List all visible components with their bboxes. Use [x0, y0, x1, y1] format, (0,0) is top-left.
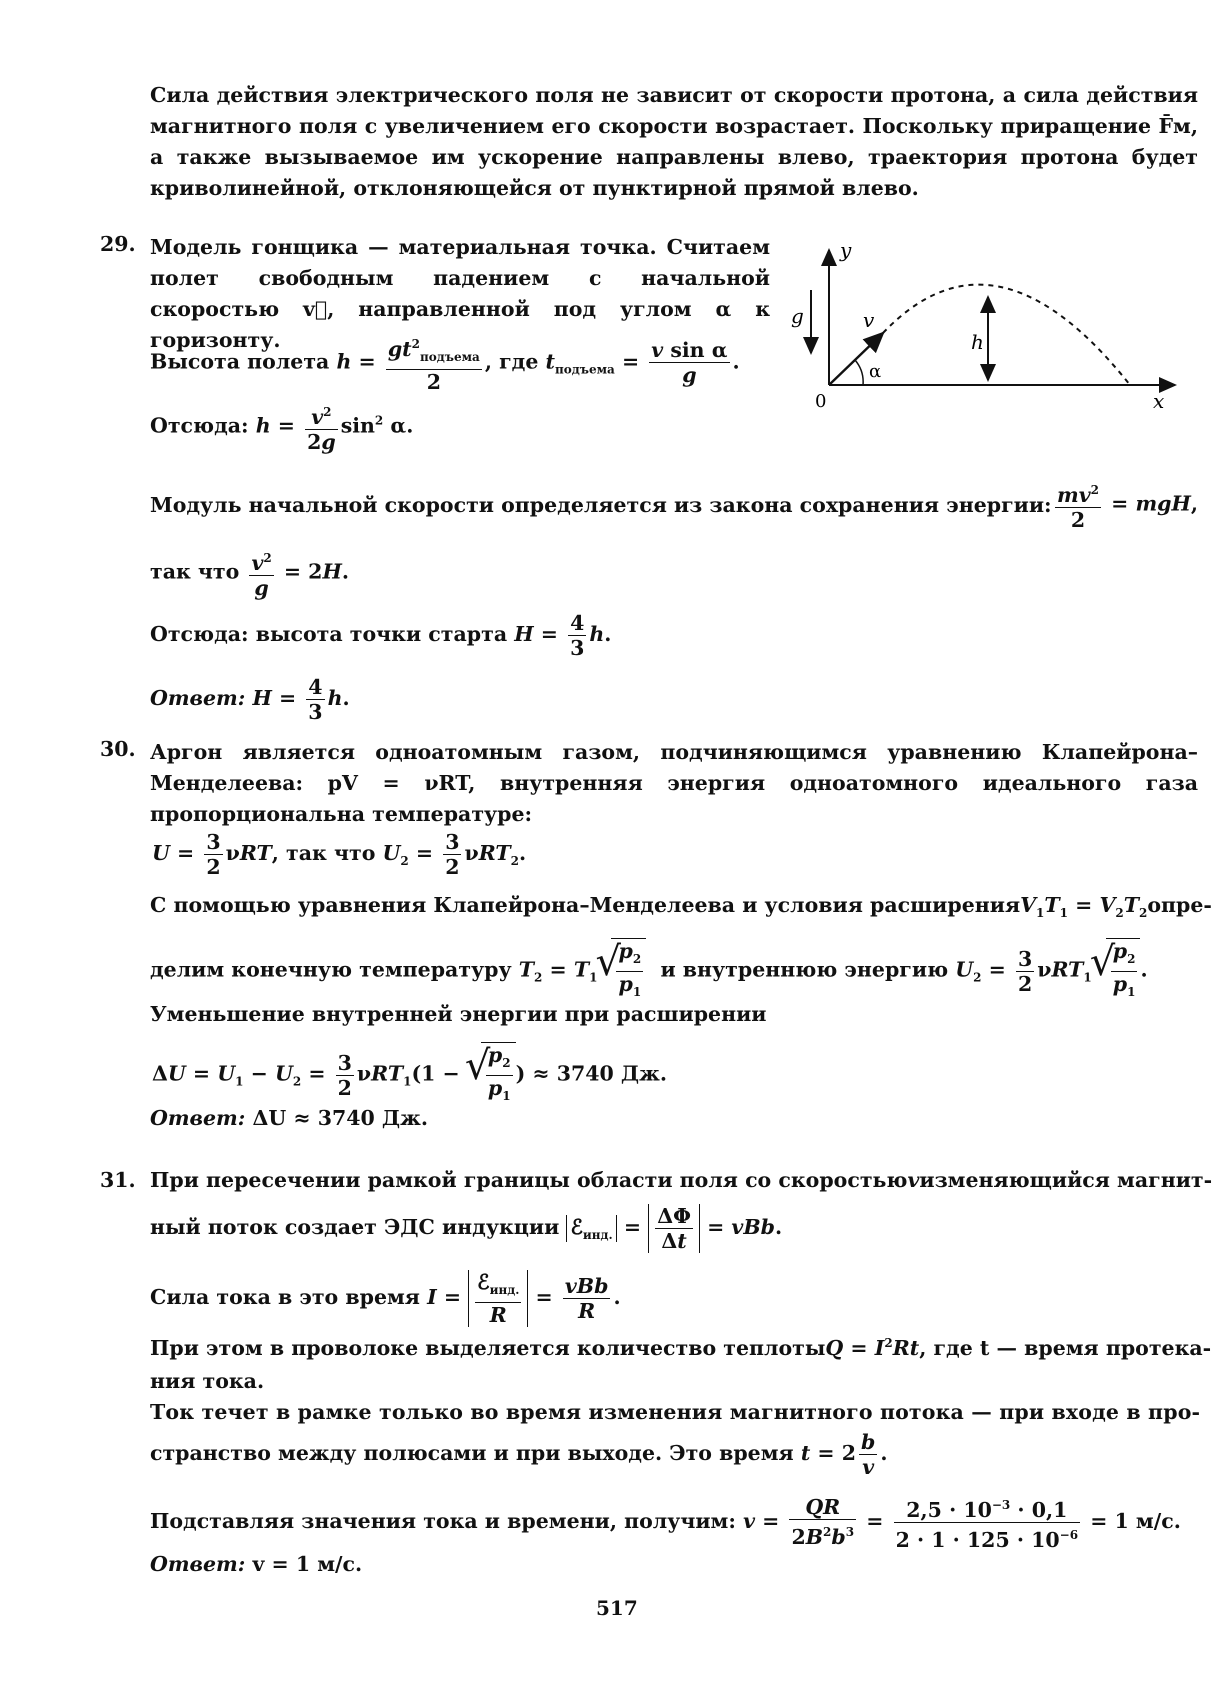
- so-that-30: , так что: [271, 841, 376, 865]
- problem-30-intro: Аргон является одноатомным газом, подчиняющимся уравнению Клапейрона–Менделеева: pV = νRT, внутренняя энергия одноатомного идеального газа пропорциональна температуре:: [150, 740, 1198, 826]
- problem-30-energy-formula: U = $\frac{3}{2}$ νRT, так что $U_2$ = $\frac{3}{2}$ νRT$_2$.: [152, 830, 527, 879]
- problem-30-decrease: Уменьшение внутренней энергии при расширении: [150, 1002, 767, 1026]
- problem-29-intro: Модель гонщика — материальная точка. Считаем полет свободным падением с начальной скоростью v⃗, направленной под углом α к горизонту.: [150, 235, 770, 352]
- problem-29-answer: Ответ: H = $\frac{4}{3}$ h.: [150, 675, 350, 724]
- problem-30-delta-formula: $\Delta U = U_1 - U_2$ = $\frac{3}{2}$ νRT$_1$(1 − √ $\frac{p_2}{p_1}$ ) ≈ 3740 Дж.: [152, 1042, 667, 1108]
- answer-value: v = 1 м/с.: [252, 1552, 363, 1576]
- problem-31-heat-c: ния тока.: [150, 1369, 265, 1393]
- heat-b: , где t — время протека-: [919, 1336, 1212, 1360]
- problem-30-answer: [150, 1106, 428, 1130]
- line3a: делим конечную температуру: [150, 957, 512, 982]
- heat-label: При этом в проволоке выделяется количество теплоты: [150, 1336, 826, 1360]
- so-that-label: так что: [150, 559, 240, 584]
- start-height-label: Отсюда: высота точки старта: [150, 622, 508, 646]
- problem-31-flow-b: странство между полюсами и при выходе. Это время t = 2 $\frac{b}{v}$ .: [150, 1430, 888, 1479]
- problem-30-line3: делим конечную температуру $T_2 = T_1$ √ $\frac{p_2}{p_1}$ и внутреннюю энергию $U_2$ = $\frac{3}{2}$ νRT$_1$ √ $\frac{p_2}{p_1}$ .: [150, 938, 1148, 1004]
- x-label: x: [1153, 389, 1165, 413]
- line1b: изменяющийся магнит-: [919, 1168, 1213, 1192]
- trajectory-diagram: [785, 245, 1185, 415]
- answer-label: Ответ:: [150, 1552, 246, 1576]
- line2b: опре-: [1147, 893, 1212, 917]
- current-label: Сила тока в это время: [150, 1285, 420, 1310]
- problem-30-number: 30.: [100, 737, 136, 761]
- delta-result: ≈ 3740 Дж.: [532, 1061, 667, 1086]
- alpha-label: α: [869, 361, 882, 382]
- problem-29-energy-line: Модуль начальной скорости определяется из закона сохранения энергии: $\frac{mv^2}{2}$ = mgH,: [150, 478, 1198, 532]
- line3b: и внутреннюю энергию: [660, 957, 949, 982]
- line2: ный поток создает ЭДС индукции: [150, 1215, 560, 1239]
- problem-31-flow: Ток течет в рамке только во время изменения магнитного потока — при входе в про-: [150, 1400, 1201, 1424]
- angle-arc: [855, 360, 863, 385]
- trajectory-curve: [883, 285, 1130, 385]
- answer-label: Ответ:: [150, 1106, 246, 1130]
- problem-29-height-formula: Высота полета h = $\frac{gt^2_{подъема}}{2}$ , где $t_{подъема}$ = $\frac{\text{v sin α}}{g}$ .: [150, 332, 740, 394]
- problem-31-heat: При этом в проволоке выделяется количество теплоты $Q = I^2Rt$ , где t — время протека-: [150, 1336, 1212, 1360]
- subst-label: Подставляя значения тока и времени, получим:: [150, 1508, 736, 1533]
- answer-value: ΔU ≈ 3740 Дж.: [252, 1106, 428, 1130]
- problem-29-hence-formula: Отсюда: h = $\frac{v^2}{2g}$ $\sin^2 \alpha$.: [150, 400, 413, 454]
- answer-label: Ответ:: [150, 686, 246, 710]
- where-label: , где: [484, 349, 539, 374]
- h-label: h: [971, 330, 984, 354]
- problem-31-number: 31.: [100, 1168, 136, 1192]
- problem-31-emf: ный поток создает ЭДС индукции ℰ$_{инд.}$ = $\frac{\Delta\Phi}{\Delta t}$ = vBb.: [150, 1204, 783, 1253]
- problem-30-line2: С помощью уравнения Клапейрона–Менделеева и условия расширения $V_1T_1 = V_2T_2$ опре-: [150, 893, 1212, 921]
- problem-31-subst: Подставляя значения тока и времени, получим: v = $\frac{QR}{2B^2b^3}$ = $\frac{2,5 \cdot 10^{-3} \cdot 0,1}{2 \cdot 1 \cdot 125 \cdot 10^{-6}}$ = 1 м/с.: [150, 1493, 1181, 1552]
- subst-result: = 1 м/с.: [1090, 1508, 1181, 1533]
- line2a: С помощью уравнения Клапейрона–Менделеева и условия расширения: [150, 893, 1021, 917]
- intro-paragraph: Сила действия электрического поля не зависит от скорости протона, а сила действия магнитного поля с увеличением его скорости возрастает. Поскольку приращение F̄м, а также вызываемое им ускорение направлены влево, траектория протона будет криволинейной, отклоняющейся от пунктирной прямой влево.: [150, 83, 1198, 200]
- problem-29-start-height: Отсюда: высота точки старта H = $\frac{4}{3}$ h.: [150, 611, 612, 660]
- problem-29-so-that: так что $\frac{v^2}{g}$ = 2H.: [150, 546, 349, 600]
- height-label: Высота полета: [150, 349, 330, 374]
- y-label: y: [840, 245, 852, 262]
- problem-31-line1: При пересечении рамкой границы области поля со скоростью v изменяющийся магнит-: [150, 1168, 1213, 1192]
- problem-31-answer: [150, 1552, 362, 1576]
- problem-29-number: 29.: [100, 232, 136, 256]
- hence-label: Отсюда:: [150, 413, 249, 438]
- v-label: v: [863, 308, 875, 332]
- g-label: g: [791, 304, 804, 328]
- flow-b: странство между полюсами и при выходе. Это время: [150, 1441, 794, 1465]
- energy-text: Модуль начальной скорости определяется из закона сохранения энергии:: [150, 492, 1052, 517]
- page-number: 517: [596, 1596, 638, 1620]
- problem-31-current: Сила тока в это время I = $\frac{ℰ_{инд.}}{R}$ = $\frac{\text{vBb}}{R}$ .: [150, 1270, 621, 1328]
- origin-label: 0: [815, 391, 827, 412]
- line1: При пересечении рамкой границы области поля со скоростью: [150, 1168, 908, 1192]
